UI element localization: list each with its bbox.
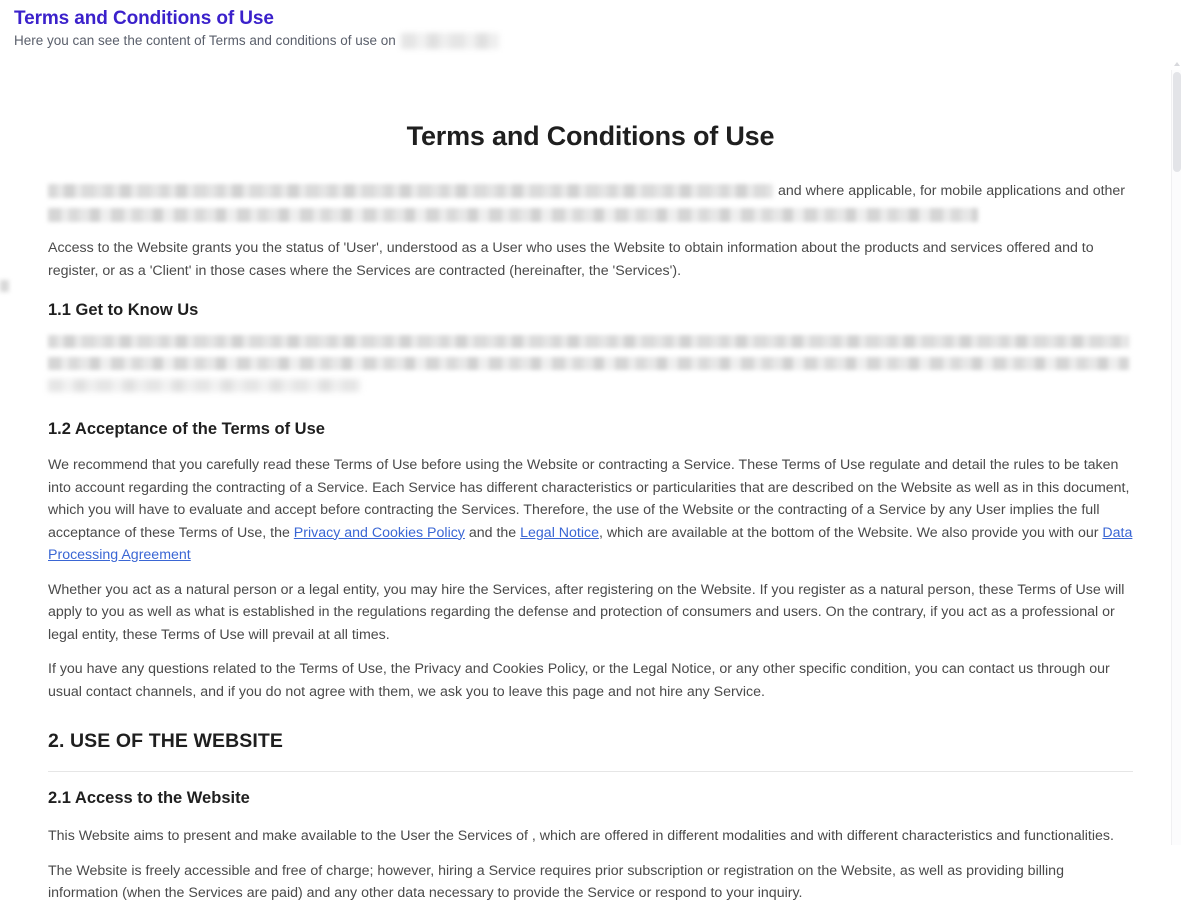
privacy-and-cookies-policy-link[interactable]: Privacy and Cookies Policy <box>293 524 465 541</box>
redacted-text-run <box>48 208 978 222</box>
redacted-site-name <box>401 33 499 49</box>
website-aims-paragraph: This Website aims to present and make available to the User the Services of , which are offered in different modalities and with different characteristics and functionalities. <box>48 828 1114 844</box>
acceptance-text-3: , which are available at the bottom of the Website. We also provide you with our <box>599 524 1103 541</box>
intro-visible-text: and where applicable, for mobile applications and other <box>778 183 1126 199</box>
scrollbar-thumb[interactable] <box>1173 72 1181 172</box>
freely-accessible-paragraph: The Website is freely accessible and free of charge; however, hiring a Service requires prior subscription or registration on the Website, as well as providing billing information (when the Services are paid) and any other data necessary to provide the Service or respond to your inquiry. <box>48 862 1064 901</box>
section-2-1-block <box>48 771 1133 809</box>
acceptance-paragraph <box>48 454 1133 567</box>
acceptance-text-2: and the <box>464 524 521 541</box>
section-2-heading: 2. USE OF THE WEBSITE <box>48 730 284 752</box>
terms-document <box>48 58 1133 905</box>
user-status-paragraph: Access to the Website grants you the status of 'User', understood as a User who uses the Website to obtain information about the products and services offered and to register, or as a 'Client' in those cases where the Services are contracted (hereinafter, the 'Services'). <box>48 240 1094 279</box>
data-processing-agreement-link[interactable]: Data Processing Agreement <box>48 524 1133 563</box>
page-subtitle-text: Here you can see the content of Terms and conditions of use on <box>14 33 396 48</box>
scroll-up-arrow-icon[interactable] <box>1174 62 1180 66</box>
redacted-line <box>48 357 1129 370</box>
acceptance-text-1: We recommend that you carefully read these Terms of Use before using the Website or contracting a Service. These Terms of Use regulate and detail the rules to be taken into account regarding the contracting of a Service. Each Service has different characteristics or particularities that are described on the Website as well as in this document, which you will have to evaluate and accept before contracting the Services. Therefore, the use of the Website or the contracting of a Service by any User implies the full acceptance of these Terms of Use, the <box>48 457 1130 541</box>
page-subtitle <box>14 32 499 49</box>
document-scroll-area[interactable] <box>0 58 1181 901</box>
section-1-2-heading: 1.2 Acceptance of the Terms of Use <box>48 420 325 438</box>
page-title: Terms and Conditions of Use <box>14 8 274 29</box>
section-1-1-redacted-body <box>48 335 1133 401</box>
redacted-text-run <box>48 184 773 198</box>
natural-person-paragraph: Whether you act as a natural person or a legal entity, you may hire the Services, after registering on the Website. If you register as a natural person, these Terms of Use will apply to you as well as what is established in the regulations regarding the defense and protection of consumers and users. On the contrary, if you act as a professional or legal entity, these Terms of Use will prevail at all times. <box>48 581 1125 643</box>
legal-notice-link[interactable]: Legal Notice <box>520 524 600 541</box>
redacted-line <box>48 379 361 392</box>
intro-paragraph <box>48 180 1133 225</box>
vertical-scrollbar[interactable] <box>1171 70 1181 845</box>
section-1-1-heading: 1.1 Get to Know Us <box>48 301 199 319</box>
page-header <box>0 0 1181 58</box>
redacted-line <box>48 335 1129 348</box>
redacted-edge-fragment <box>0 280 9 292</box>
section-2-1-heading: 2.1 Access to the Website <box>48 771 1133 809</box>
questions-paragraph: If you have any questions related to the Terms of Use, the Privacy and Cookies Policy, or the Legal Notice, or any other specific condition, you can contact us through our usual contact channels, and if you do not agree with them, we ask you to leave this page and not hire any Service. <box>48 661 1110 700</box>
document-title: Terms and Conditions of Use <box>406 121 775 151</box>
